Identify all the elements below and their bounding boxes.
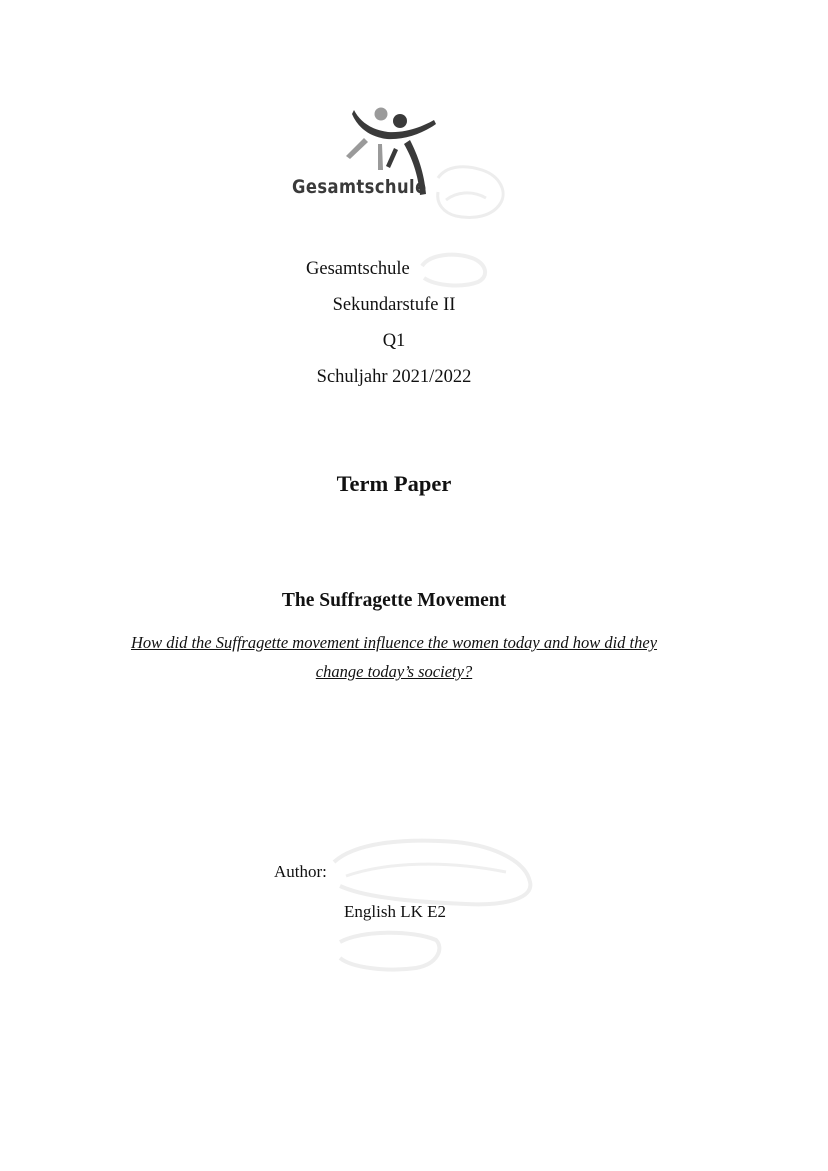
school-logo-icon (286, 100, 511, 225)
redaction-scribble-teacher (332, 926, 447, 978)
school-level: Sekundarstufe II (332, 295, 456, 315)
author-label: Author: (274, 862, 327, 881)
school-year: Schuljahr 2021/2022 (316, 367, 472, 387)
document-type: Term Paper (336, 471, 452, 496)
course-level: Q1 (382, 331, 406, 351)
school-logo (286, 100, 511, 225)
paper-title: The Suffragette Movement (281, 590, 507, 611)
school-name: Gesamtschule (306, 259, 410, 279)
research-question-line-1: How did the Suffragette movement influence the women today and how did they (130, 633, 658, 652)
research-question-line-2: change today’s society? (315, 662, 473, 681)
redaction-scribble-author (326, 832, 541, 912)
logo-wordmark: Gesamtschule (292, 176, 427, 198)
class-name: English LK E2 (344, 902, 446, 921)
redaction-scribble-school (416, 248, 494, 288)
